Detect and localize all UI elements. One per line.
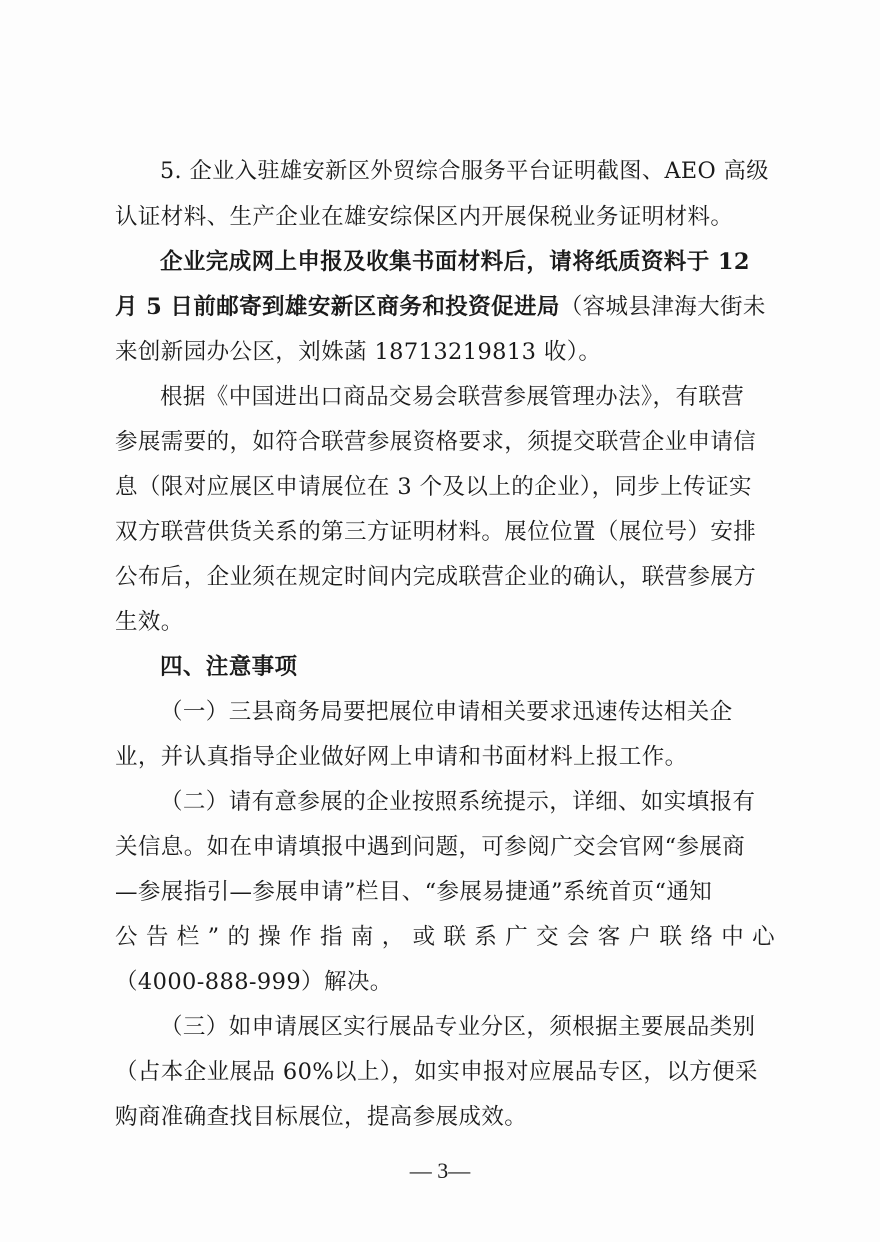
mailing-line-2-rest: （容城县津海大街未 [559,294,766,320]
item5-line-1: 5. 企业入驻雄安新区外贸综合服务平台证明截图、AEO 高级 [160,158,769,184]
section-4-heading: 四、注意事项 [160,654,298,680]
note3-line-1: （三）如申请展区实行展品专业分区，须根据主要展品类别 [160,1014,756,1040]
joint-line-1: 根据《中国进出口商品交易会联营参展管理办法》，有联营 [160,384,745,410]
note2-line-1: （二）请有意参展的企业按照系统提示，详细、如实填报有 [160,789,756,815]
note1-line-1: （一）三县商务局要把展位申请相关要求迅速传达相关企 [160,699,733,725]
joint-line-2: 参展需要的，如符合联营参展资格要求，须提交联营企业申请信 [115,429,757,455]
mailing-line-1: 企业完成网上申报及收集书面材料后，请将纸质资料于 12 [160,249,750,275]
note2-line-3: —参展指引—参展申请”栏目、“参展易捷通”系统首页“通知 [115,879,713,905]
mailing-line-2-bold: 月 5 日前邮寄到雄安新区商务和投资促进局 [115,294,560,320]
note3-line-2: （占本企业展品 60%以上），如实申报对应展品专区，以方便采 [115,1059,758,1085]
joint-line-6: 生效。 [115,609,184,635]
note2-line-4: 公告栏”的操作指南，或联系广交会客户联络中心 [115,924,775,950]
note3-line-3: 购商准确查找目标展位，提高参展成效。 [115,1104,528,1130]
joint-line-4: 双方联营供货关系的第三方证明材料。展位位置（展位号）安排 [115,519,757,545]
mailing-line-3: 来创新园办公区，刘姝菡 18713219813 收）。 [115,339,602,365]
item5-line-2: 认证材料、生产企业在雄安综保区内开展保税业务证明材料。 [115,204,734,230]
note2-line-2: 关信息。如在申请填报中遇到问题，可参阅广交会官网“参展商 [115,834,746,860]
page-number: — 3— [409,1158,471,1183]
joint-line-5: 公布后，企业须在规定时间内完成联营企业的确认，联营参展方 [115,564,757,590]
note2-line-5: （4000-888-999）解决。 [115,969,393,995]
joint-line-3: 息（限对应展区申请展位在 3 个及以上的企业），同步上传证实 [115,474,752,500]
note1-line-2: 业，并认真指导企业做好网上申请和书面材料上报工作。 [115,744,688,770]
mailing-line-2 [115,296,775,319]
